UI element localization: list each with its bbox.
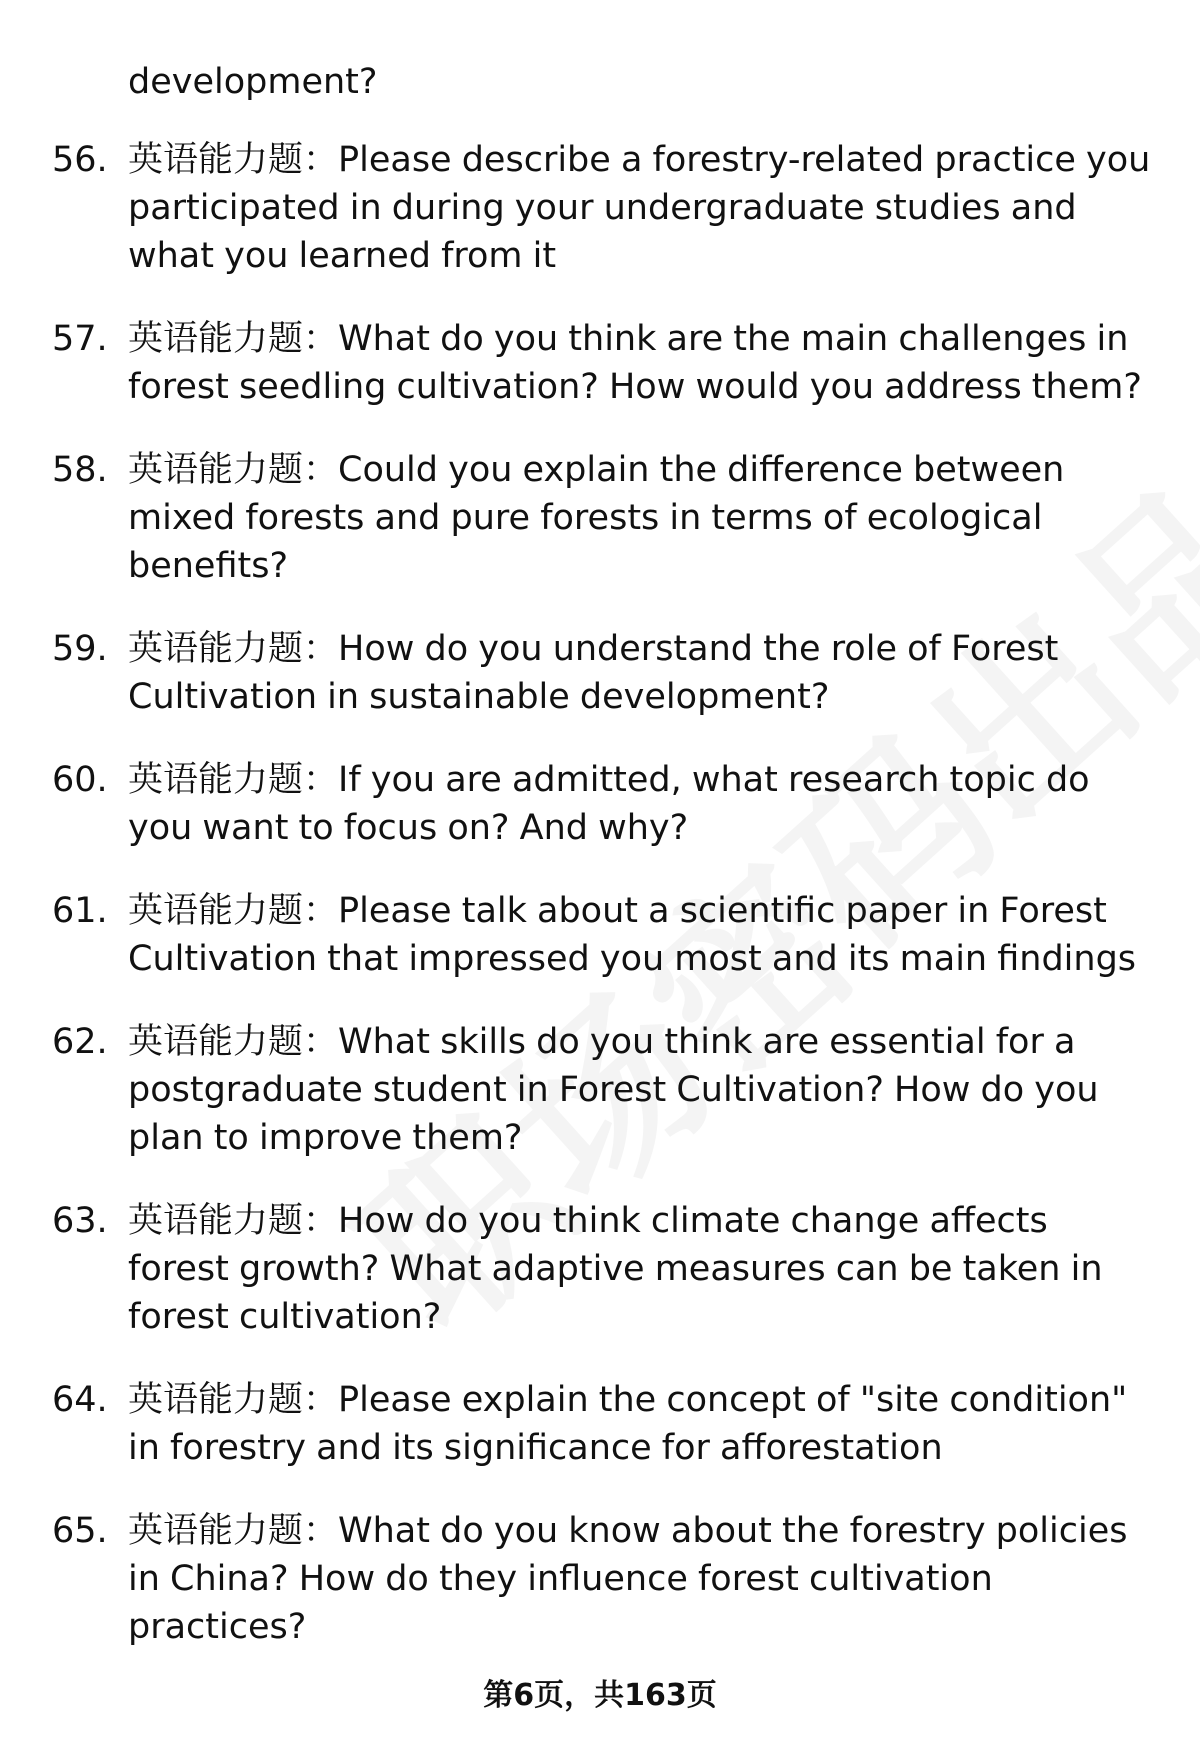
question-text-block (128, 1376, 1153, 1472)
question-number: 60. (52, 760, 108, 800)
question-text: What do you know about the forestry policies in China? How do they influence forest cultivation practices? (128, 1511, 1128, 1647)
question-item (0, 1197, 1200, 1341)
question-category: 英语能力题： (128, 450, 339, 490)
question-category: 英语能力题： (128, 1022, 339, 1062)
question-number: 56. (52, 140, 108, 180)
question-category: 英语能力题： (128, 629, 339, 669)
question-item (0, 446, 1200, 590)
question-category: 英语能力题： (128, 760, 339, 800)
question-item (0, 1507, 1200, 1651)
question-item (0, 756, 1200, 852)
question-text-block (128, 315, 1153, 411)
question-item (0, 887, 1200, 983)
question-text-block (128, 756, 1153, 852)
question-category: 英语能力题： (128, 319, 339, 359)
question-category: 英语能力题： (128, 140, 339, 180)
question-item (0, 315, 1200, 411)
question-text-block (128, 446, 1153, 590)
question-text: What skills do you think are essential for a postgraduate student in Forest Cultivation? How do you plan to improve them? (128, 1022, 1099, 1158)
question-category: 英语能力题： (128, 1380, 339, 1420)
question-text-block (128, 136, 1153, 280)
question-text: Please describe a forestry-related practice you participated in during your undergraduate studies and what you learned from it (128, 140, 1151, 276)
question-text: How do you understand the role of Forest Cultivation in sustainable development? (128, 629, 1059, 717)
question-number: 65. (52, 1511, 108, 1551)
question-item (0, 625, 1200, 721)
question-list (0, 136, 1200, 1686)
question-text-block (128, 1507, 1153, 1651)
page-footer: 第6页，共163页 (483, 1678, 717, 1713)
question-item (0, 136, 1200, 280)
question-text-block (128, 1197, 1153, 1341)
question-text-block (128, 887, 1153, 983)
question-number: 63. (52, 1201, 108, 1241)
question-number: 59. (52, 629, 108, 669)
question-text: Please explain the concept of "site condition" in forestry and its significance for afforestation (128, 1380, 1128, 1468)
question-category: 英语能力题： (128, 1201, 339, 1241)
question-number: 58. (52, 450, 108, 490)
question-text-block (128, 625, 1153, 721)
question-number: 61. (52, 891, 108, 931)
question-text: Please talk about a scientific paper in Forest Cultivation that impressed you most and its main findings (128, 891, 1137, 979)
question-text-block (128, 1018, 1153, 1162)
question-category: 英语能力题： (128, 1511, 339, 1551)
question-text: Could you explain the difference between mixed forests and pure forests in terms of ecological benefits? (128, 450, 1065, 586)
question-category: 英语能力题： (128, 891, 339, 931)
question-number: 62. (52, 1022, 108, 1062)
question-item (0, 1018, 1200, 1162)
question-number: 64. (52, 1380, 108, 1420)
question-text: What do you think are the main challenges in forest seedling cultivation? How would you address them? (128, 319, 1142, 407)
question-text: How do you think climate change affects forest growth? What adaptive measures can be taken in forest cultivation? (128, 1201, 1103, 1337)
question-text: If you are admitted, what research topic do you want to focus on? And why? (128, 760, 1090, 848)
question-number: 57. (52, 319, 108, 359)
previous-question-continuation: development? (128, 62, 378, 102)
question-item (0, 1376, 1200, 1472)
